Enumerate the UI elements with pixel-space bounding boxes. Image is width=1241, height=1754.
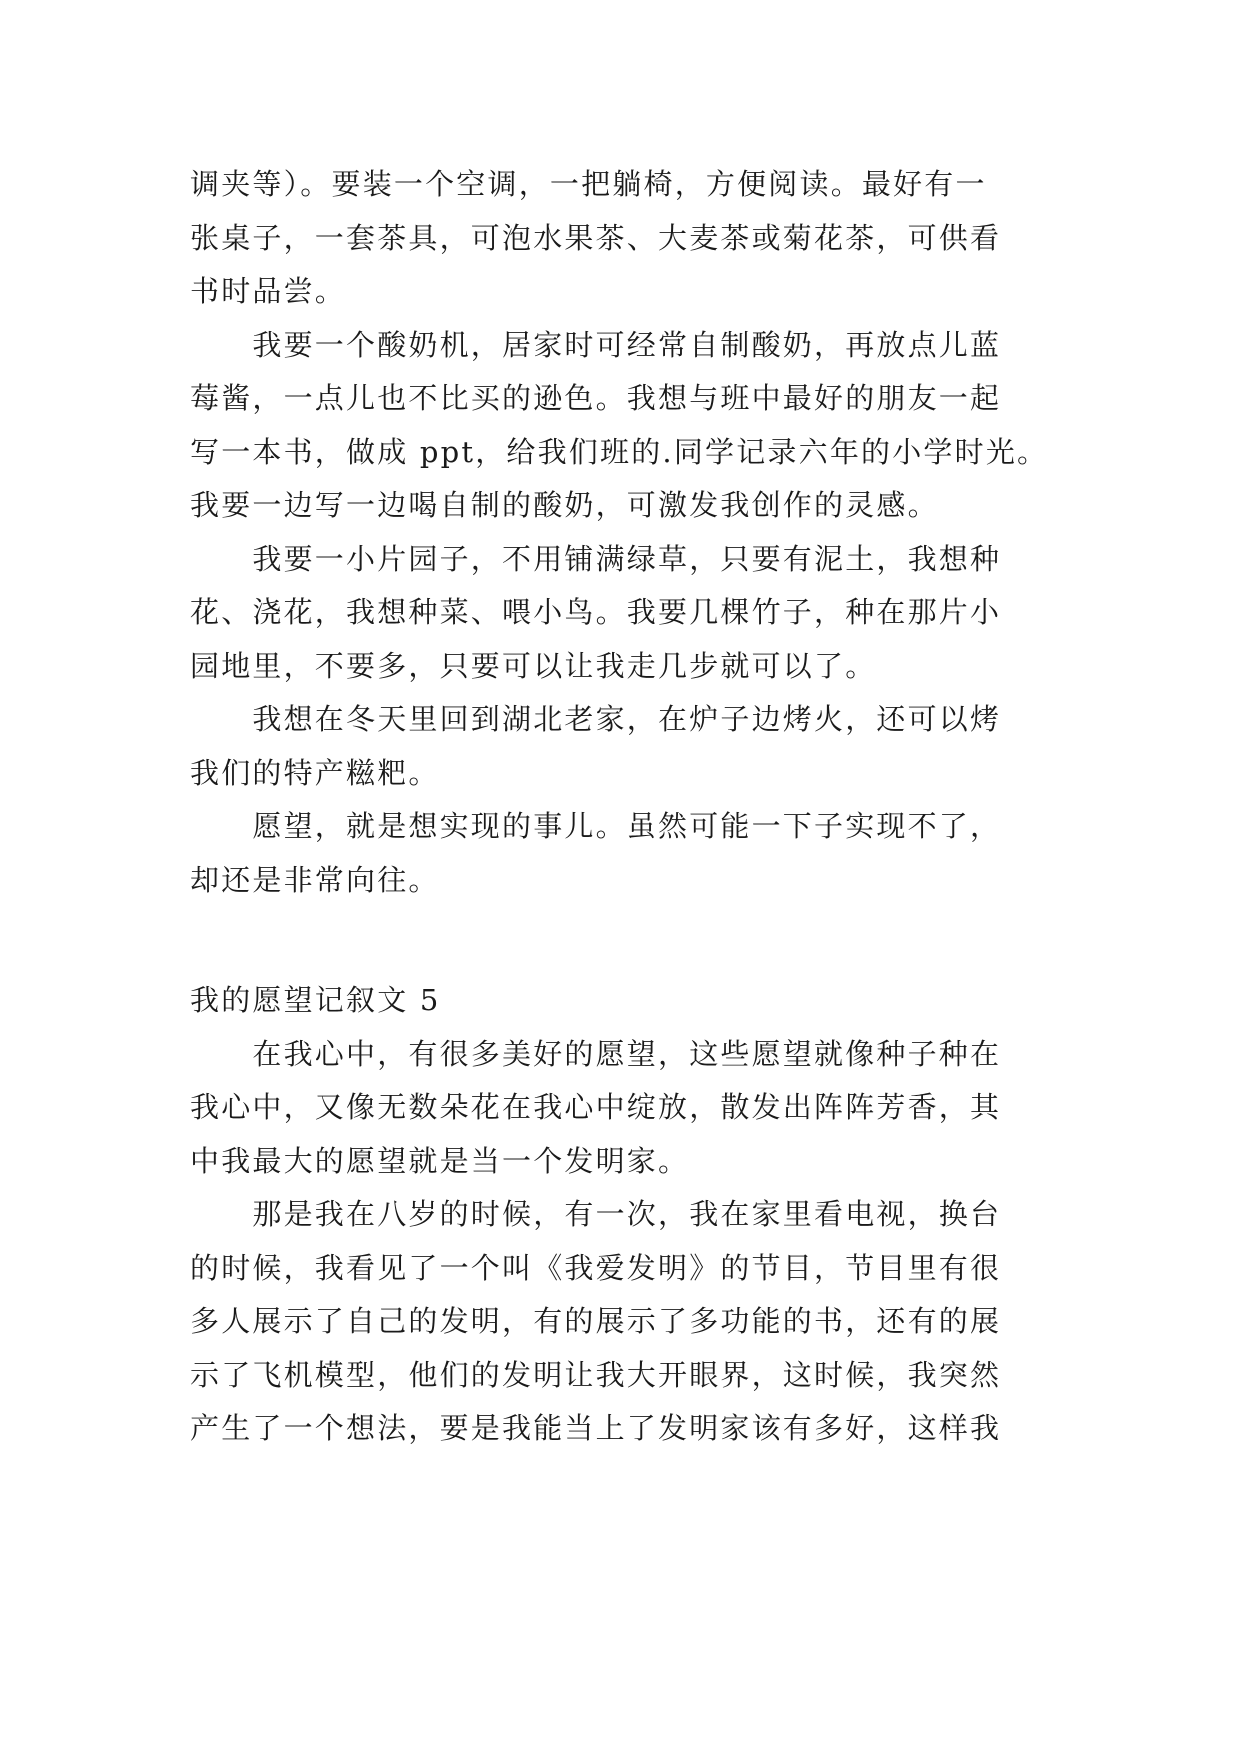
section-spacer xyxy=(190,907,1050,974)
text-line: 却还是非常向往。 xyxy=(190,862,440,897)
text-line: 写一本书，做成 ppt，给我们班的.同学记录六年的小学时光。 xyxy=(190,434,1049,469)
text-line: 在我心中，有很多美好的愿望，这些愿望就像种子种在 xyxy=(190,1036,1002,1071)
text-line: 我想在冬天里回到湖北老家，在炉子边烤火，还可以烤 xyxy=(190,702,1002,736)
text-line: 愿望，就是想实现的事儿。虽然可能一下子实现不了， xyxy=(190,809,1002,843)
text-line: 那是我在八岁的时候，有一次，我在家里看电视，换台 xyxy=(190,1197,1002,1231)
text-line: 园地里，不要多，只要可以让我走几步就可以了。 xyxy=(190,648,877,683)
text-line: 产生了一个想法，要是我能当上了发明家该有多好，这样我 xyxy=(190,1411,1002,1445)
text-line: 我要一边写一边喝自制的酸奶，可激发我创作的灵感。 xyxy=(190,488,939,522)
text-line: 我心中，又像无数朵花在我心中绽放，散发出阵阵芳香，其 xyxy=(190,1090,1002,1124)
text-line: 调夹等）。要装一个空调，一把躺椅，方便阅读。最好有一 xyxy=(190,167,987,201)
text-line: 中我最大的愿望就是当一个发明家。 xyxy=(190,1143,690,1178)
text-line: 张桌子，一套茶具，可泡水果茶、大麦茶或菊花茶，可供看 xyxy=(190,220,1002,255)
text-line: 示了飞机模型，他们的发明让我大开眼界，这时候，我突然 xyxy=(190,1357,1002,1392)
text-line: 莓酱，一点儿也不比买的逊色。我想与班中最好的朋友一起 xyxy=(190,381,1002,415)
text-line: 我们的特产糍粑。 xyxy=(190,755,440,790)
text-line: 的时候，我看见了一个叫《我爱发明》的节目，节目里有很 xyxy=(190,1250,1002,1285)
text-line: 花、浇花，我想种菜、喂小鸟。我要几棵竹子，种在那片小 xyxy=(190,595,1002,629)
document-body xyxy=(190,158,1050,1456)
text-line: 我要一个酸奶机，居家时可经常自制酸奶，再放点儿蓝 xyxy=(190,327,1002,362)
text-line: 书时品尝。 xyxy=(190,274,347,308)
section-heading: 我的愿望记叙文 5 xyxy=(190,983,441,1017)
text-line: 多人展示了自己的发明，有的展示了多功能的书，还有的展 xyxy=(190,1304,1002,1338)
text-line: 我要一小片园子，不用铺满绿草，只要有泥土，我想种 xyxy=(190,541,1002,576)
